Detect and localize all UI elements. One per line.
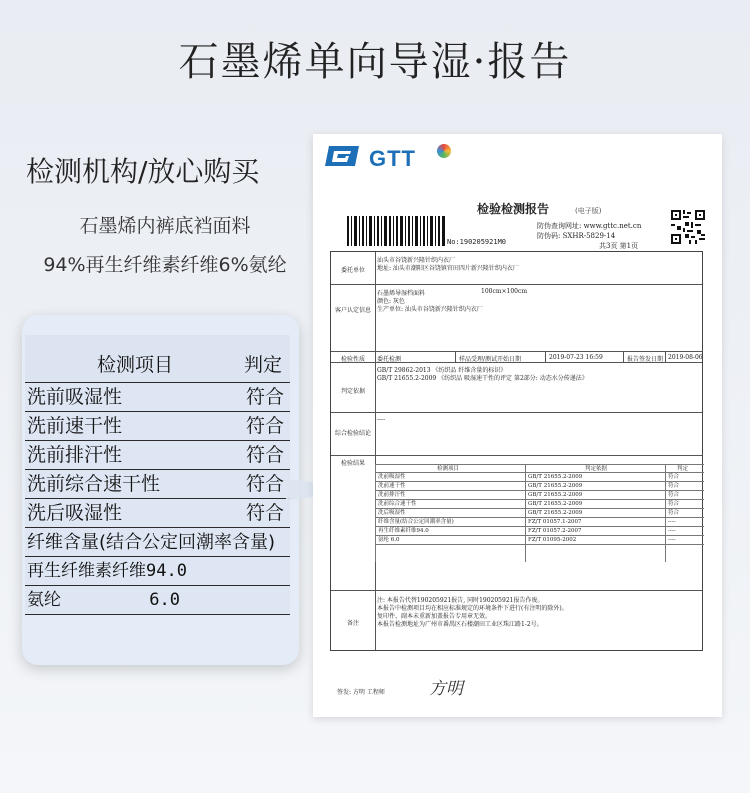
remarks-label: 备注 bbox=[346, 620, 359, 627]
table-row bbox=[375, 527, 704, 536]
result-verdict: 符合 bbox=[668, 501, 680, 507]
result-verdict: 符合 bbox=[668, 492, 680, 498]
sample-size: 100cm×100cm bbox=[481, 288, 528, 295]
row-item: 洗后吸湿性 bbox=[27, 502, 123, 524]
handwritten-signature: 方明 bbox=[429, 679, 463, 699]
result-verdict: 符合 bbox=[668, 510, 680, 516]
row-verdict: 符合 bbox=[245, 473, 284, 495]
qr-code-icon bbox=[671, 210, 705, 244]
issue-date: 2019-08-06 bbox=[668, 354, 703, 361]
result-verdict: 符合 bbox=[668, 483, 680, 489]
header-verdict: 判定 bbox=[243, 354, 282, 376]
row-verdict: 符合 bbox=[245, 502, 284, 524]
table-row bbox=[25, 441, 290, 470]
report-sheet bbox=[330, 251, 703, 651]
page-title: 石墨烯单向导湿·报告 bbox=[178, 39, 572, 85]
result-item: 氨纶 6.0 bbox=[378, 537, 400, 543]
result-label: 检验结果 bbox=[340, 460, 365, 467]
table-row bbox=[375, 491, 704, 500]
spandex-row bbox=[25, 586, 290, 615]
test-report bbox=[313, 134, 722, 717]
result-method: GB/T 21655.2-2009 bbox=[528, 474, 583, 480]
sample-color: 颜色: 灰色 bbox=[377, 298, 405, 305]
result-header-item: 检测项目 bbox=[437, 466, 460, 472]
report-title: 检验检测报告 bbox=[477, 202, 550, 216]
row-item: 洗前排汗性 bbox=[27, 444, 123, 466]
sample-name: 石墨烯导湿档面料 bbox=[377, 290, 426, 297]
result-method: FZ/T 01057.1-2007 bbox=[528, 519, 582, 525]
page-subtitle: 检测机构/放心购买 bbox=[26, 155, 260, 188]
result-method: GB/T 21655.2-2009 bbox=[528, 483, 583, 489]
result-item: 洗前速干性 bbox=[378, 483, 406, 489]
table-row bbox=[25, 470, 290, 499]
basis-2: GB/T 21655.2-2009 《纺织品 吸湿速干性的评定 第2部分: 动态水分传递法》 bbox=[377, 375, 588, 382]
fiber-row bbox=[25, 557, 290, 586]
result-method: GB/T 21655.2-2009 bbox=[528, 492, 583, 498]
table-row bbox=[375, 473, 704, 482]
table-row bbox=[25, 412, 290, 441]
report-query-url: 防伪查询网址: www.gttc.net.cn bbox=[537, 222, 642, 230]
result-item: 洗前综合速干性 bbox=[378, 501, 417, 507]
test-nature-label: 检验性质 bbox=[340, 356, 365, 363]
gtt-logo-text: GTT bbox=[369, 146, 416, 171]
table-row bbox=[375, 536, 704, 545]
result-item: 再生纤维素纤维94.0 bbox=[378, 528, 429, 534]
table-row bbox=[375, 482, 704, 491]
report-number: No:190205921M0 bbox=[447, 238, 507, 246]
row-verdict: 符合 bbox=[245, 444, 284, 466]
remark-2: 本报告中检测项目均在相应标准规定的环境条件下进行(有注明的除外)。 bbox=[377, 605, 568, 612]
report-electronic: (电子版) bbox=[575, 207, 602, 215]
fiber-item: 再生纤维素纤维94.0 bbox=[27, 561, 187, 581]
summary-header bbox=[25, 335, 290, 383]
fabric-composition: 94%再生纤维素纤维6%氨纶 bbox=[43, 254, 287, 276]
result-item: 洗前吸湿性 bbox=[378, 474, 406, 480]
row-item: 洗前综合速干性 bbox=[27, 473, 161, 495]
table-row bbox=[375, 500, 704, 509]
test-nature: 委托检测 bbox=[377, 356, 402, 363]
table-row bbox=[375, 509, 704, 518]
table-row bbox=[25, 499, 290, 528]
result-header bbox=[375, 464, 704, 473]
client-name: 汕头市谷饶新兴隆针织内衣厂 bbox=[377, 257, 456, 264]
fabric-description: 石墨烯内裤底裆面料 bbox=[79, 215, 251, 237]
summary-card bbox=[22, 315, 299, 665]
result-method: GB/T 21655.2-2009 bbox=[528, 510, 583, 516]
basis-1: GB/T 29862-2013 《纺织品 纤维含量的标识》 bbox=[377, 367, 507, 374]
row-verdict: 符合 bbox=[245, 415, 284, 437]
row-verdict: 符合 bbox=[245, 386, 284, 408]
result-verdict: ---- bbox=[668, 528, 676, 534]
composition-label: 纤维含量(结合公定回潮率含量) bbox=[27, 532, 276, 553]
table-row bbox=[25, 383, 290, 412]
spandex-item: 氨纶 bbox=[27, 590, 61, 610]
result-verdict: ---- bbox=[668, 519, 676, 525]
result-item: 洗前排汗性 bbox=[378, 492, 406, 498]
gtt-flower-icon bbox=[437, 144, 451, 158]
customer-label: 客户认定信息 bbox=[334, 307, 371, 314]
result-verdict: ---- bbox=[668, 537, 676, 543]
result-item: 纤维含量(结合公定回潮率含量) bbox=[378, 519, 454, 525]
result-header-method: 判定依据 bbox=[585, 466, 608, 472]
result-item: 洗后吸湿性 bbox=[378, 510, 406, 516]
result-method: FZ/T 01095-2002 bbox=[528, 537, 577, 543]
remark-3: 复印件、副本未重新加盖报告专用章无效。 bbox=[377, 613, 492, 620]
conclusion-label: 综合检验结论 bbox=[334, 430, 371, 437]
client-label: 委托单位 bbox=[340, 267, 365, 274]
report-anti-fake: 防伪码: SXHR-5829-14 bbox=[537, 232, 616, 240]
row-item: 洗前速干性 bbox=[27, 415, 123, 437]
signature-line: 签发: 方明 工程师 bbox=[337, 689, 385, 696]
row-item: 洗前吸湿性 bbox=[27, 386, 123, 408]
barcode-icon bbox=[347, 216, 445, 246]
result-method: GB/T 21655.2-2009 bbox=[528, 501, 583, 507]
gtt-logo-icon bbox=[323, 144, 361, 168]
result-method: FZ/T 01057.2-2007 bbox=[528, 528, 582, 534]
client-address: 地址: 汕头市潮阳区谷饶镇官田四片新兴隆针织内衣厂 bbox=[377, 265, 519, 272]
summary-table bbox=[25, 335, 290, 615]
table-row bbox=[375, 518, 704, 527]
basis-label: 判定依据 bbox=[340, 388, 365, 395]
result-verdict: 符合 bbox=[668, 474, 680, 480]
header-item: 检测项目 bbox=[97, 354, 174, 376]
sample-producer: 生产单位: 汕头市谷饶新兴隆针织内衣厂 bbox=[377, 306, 483, 313]
conclusion: ---- bbox=[377, 416, 386, 423]
remark-4: 本报告检测地址为广州市番禺区石楼潮田工业区珠江路1-2号。 bbox=[377, 621, 543, 628]
remark-1: 注: 本报告代替190205921报告, 同时190205921报告作废。 bbox=[377, 597, 544, 604]
received-label: 样品受理/测试开始日期 bbox=[459, 356, 522, 363]
received-date: 2019-07-23 16:59 bbox=[549, 354, 603, 361]
composition-row bbox=[25, 528, 290, 557]
spandex-value: 6.0 bbox=[149, 590, 180, 610]
report-pages: 共3页 第1页 bbox=[599, 242, 639, 250]
result-header-verdict: 判定 bbox=[677, 466, 689, 472]
issue-label: 报告签发日期 bbox=[627, 356, 664, 363]
result-table bbox=[375, 464, 704, 562]
